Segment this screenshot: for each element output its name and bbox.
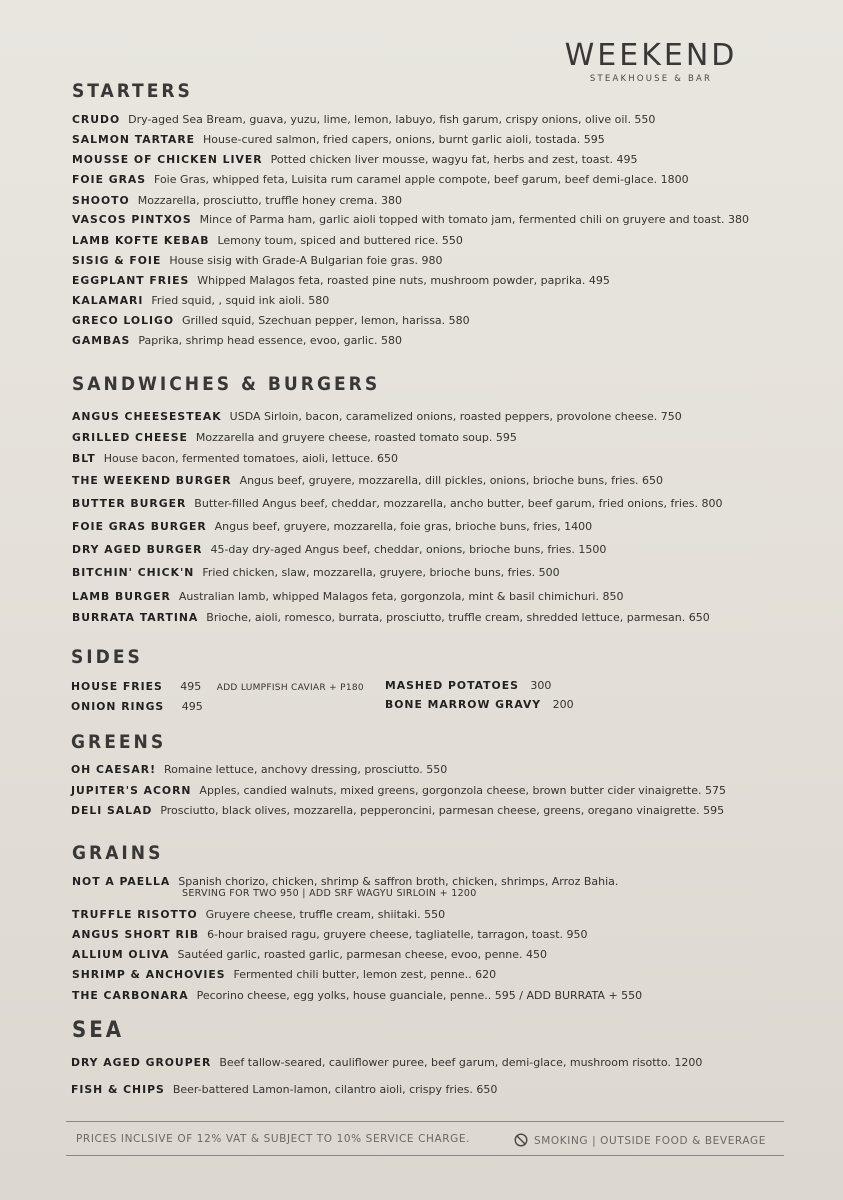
item-description: Potted chicken liver mousse, wagyu fat, herbs and zest, toast. 495 (270, 153, 638, 166)
item-description: Foie Gras, whipped feta, Luisita rum caramel apple compote, beef garum, beef demi-glace. 1800 (154, 173, 689, 186)
no-symbol-icon (514, 1133, 528, 1147)
footer-divider-top (66, 1121, 784, 1122)
item-name: FISH & CHIPS (71, 1083, 165, 1096)
item-description: Mozzarella, prosciutto, truffle honey crema. 380 (137, 194, 402, 207)
item-name: SHRIMP & ANCHOVIES (72, 968, 226, 981)
menu-item (72, 213, 749, 226)
item-description: Prosciutto, black olives, mozzarella, pepperoncini, parmesan cheese, greens, oregano vinaigrette. 595 (160, 804, 725, 817)
item-description: Dry-aged Sea Bream, guava, yuzu, lime, lemon, labuyo, fish garum, crispy onions, olive oil. 550 (128, 113, 656, 126)
menu-item (72, 989, 642, 1002)
section-title-sandwiches: SANDWICHES & BURGERS (72, 373, 381, 395)
menu-item (72, 294, 329, 307)
menu-item (72, 173, 689, 186)
menu-item (72, 274, 610, 287)
menu-item (72, 153, 638, 166)
footer-policy (514, 1133, 766, 1147)
section-title-starters: STARTERS (72, 80, 193, 102)
item-price: 495 (181, 700, 203, 713)
item-name: BONE MARROW GRAVY (385, 698, 542, 711)
item-description: Grilled squid, Szechuan pepper, lemon, harissa. 580 (182, 314, 470, 327)
item-name: BURRATA TARTINA (72, 611, 199, 624)
menu-item (72, 566, 560, 579)
item-description: Gruyere cheese, truffle cream, shiitaki. 550 (205, 908, 446, 921)
menu-item (72, 133, 605, 146)
menu-item (72, 113, 655, 126)
restaurant-logo (551, 40, 751, 84)
menu-item (72, 334, 402, 347)
menu-item (72, 194, 402, 207)
item-name: KALAMARI (72, 294, 144, 307)
menu-item (71, 700, 203, 713)
item-description: Angus beef, gruyere, mozzarella, dill pickles, onions, brioche buns, fries. 650 (239, 474, 664, 487)
menu-item (72, 875, 618, 888)
item-description: Sautéed garlic, roasted garlic, parmesan cheese, evoo, penne. 450 (177, 948, 548, 961)
menu-item (71, 784, 726, 797)
item-name: GRECO LOLIGO (72, 314, 175, 327)
menu-item (72, 908, 445, 921)
item-name: DRY AGED GROUPER (71, 1056, 212, 1069)
item-name: LAMB BURGER (72, 590, 171, 603)
item-name: THE WEEKEND BURGER (72, 474, 232, 487)
menu-item (72, 410, 682, 423)
item-name: ONION RINGS (71, 700, 165, 713)
item-description: House bacon, fermented tomatoes, aioli, lettuce. 650 (103, 452, 398, 465)
paella-serving-note: SERVING FOR TWO 950 | ADD SRF WAGYU SIRLOIN + 1200 (182, 888, 477, 899)
item-name: BITCHIN' CHICK'N (72, 566, 195, 579)
item-description: House sisig with Grade-A Bulgarian foie gras. 980 (169, 254, 443, 267)
menu-item (72, 497, 722, 510)
item-name: BUTTER BURGER (72, 497, 187, 510)
section-title-greens: GREENS (71, 731, 167, 753)
menu-item (72, 520, 592, 533)
item-price: 495 (180, 680, 202, 693)
item-name: MOUSSE OF CHICKEN LIVER (72, 153, 263, 166)
item-name: ALLIUM OLIVA (72, 948, 170, 961)
item-name: THE CARBONARA (72, 989, 189, 1002)
item-description: USDA Sirloin, bacon, caramelized onions, roasted peppers, provolone cheese. 750 (229, 410, 682, 423)
footer-divider-bottom (66, 1155, 784, 1156)
item-description: Romaine lettuce, anchovy dressing, prosciutto. 550 (164, 763, 448, 776)
item-description: Pecorino cheese, egg yolks, house guanciale, penne.. 595 / ADD BURRATA + 550 (196, 989, 643, 1002)
menu-item (72, 234, 463, 247)
item-name: FOIE GRAS (72, 173, 147, 186)
item-name: VASCOS PINTXOS (72, 213, 192, 226)
item-name: ANGUS CHEESESTEAK (72, 410, 222, 423)
menu-item (71, 1083, 497, 1096)
item-price: 300 (530, 679, 552, 692)
menu-item (72, 948, 547, 961)
menu-item (72, 590, 623, 603)
item-description: Mozzarella and gruyere cheese, roasted tomato soup. 595 (195, 431, 517, 444)
item-description: Butter-filled Angus beef, cheddar, mozzarella, ancho butter, beef garum, fried onions, fries. 800 (194, 497, 723, 510)
item-description: Whipped Malagos feta, roasted pine nuts, mushroom powder, paprika. 495 (197, 274, 610, 287)
item-description: Beer-battered Lamon-lamon, cilantro aioli, crispy fries. 650 (172, 1083, 498, 1096)
menu-item (72, 314, 470, 327)
item-name: SALMON TARTARE (72, 133, 196, 146)
logo-name: WEEKEND (564, 38, 738, 73)
item-name: SISIG & FOIE (72, 254, 162, 267)
menu-item (385, 698, 574, 711)
item-price: 200 (552, 698, 574, 711)
item-description: Fermented chili butter, lemon zest, penne.. 620 (233, 968, 497, 981)
item-name: FOIE GRAS BURGER (72, 520, 207, 533)
item-description: House-cured salmon, fried capers, onions, burnt garlic aioli, tostada. 595 (203, 133, 605, 146)
item-name: DRY AGED BURGER (72, 543, 203, 556)
logo-tagline: STEAKHOUSE & BAR (589, 74, 713, 84)
item-name: CRUDO (72, 113, 121, 126)
item-description: Mince of Parma ham, garlic aioli topped with tomato jam, fermented chili on gruyere and toast. 380 (199, 213, 749, 226)
item-description: 6-hour braised ragu, gruyere cheese, tagliatelle, tarragon, toast. 950 (207, 928, 588, 941)
menu-item (72, 254, 442, 267)
item-name: TRUFFLE RISOTTO (72, 908, 198, 921)
menu-item (71, 1056, 702, 1069)
section-title-grains: GRAINS (72, 842, 164, 864)
item-name: GAMBAS (72, 334, 131, 347)
menu-item (72, 928, 588, 941)
item-description: Paprika, shrimp head essence, evoo, garlic. 580 (138, 334, 403, 347)
item-name: MASHED POTATOES (385, 679, 519, 692)
footer-tax-note: PRICES INCLSIVE OF 12% VAT & SUBJECT TO 10% SERVICE CHARGE. (76, 1133, 471, 1145)
menu-item (72, 474, 663, 487)
item-description: Apples, candied walnuts, mixed greens, gorgonzola cheese, brown butter cider vinaigrette. 575 (199, 784, 726, 797)
section-title-sea: SEA (72, 1018, 125, 1043)
item-name: LAMB KOFTE KEBAB (72, 234, 210, 247)
section-title-sides: SIDES (71, 646, 143, 668)
item-name: HOUSE FRIES (71, 680, 163, 693)
footer-policy-text: SMOKING | OUTSIDE FOOD & BEVERAGE (534, 1135, 766, 1147)
item-name: JUPITER'S ACORN (71, 784, 192, 797)
item-description: Angus beef, gruyere, mozzarella, foie gras, brioche buns, fries, 1400 (214, 520, 593, 533)
item-name: SHOOTO (72, 194, 130, 207)
item-description: 45-day dry-aged Angus beef, cheddar, onions, brioche buns, fries. 1500 (210, 543, 607, 556)
item-name: OH CAESAR! (71, 763, 156, 776)
item-name: GRILLED CHEESE (72, 431, 188, 444)
menu-item (72, 968, 496, 981)
menu-item (71, 804, 724, 817)
menu-item (72, 611, 710, 624)
item-name: NOT A PAELLA (72, 875, 171, 888)
menu-item (72, 543, 606, 556)
item-name: ANGUS SHORT RIB (72, 928, 200, 941)
item-name: EGGPLANT FRIES (72, 274, 190, 287)
item-description: Australian lamb, whipped Malagos feta, gorgonzola, mint & basil chimichuri. 850 (178, 590, 624, 603)
item-description: Brioche, aioli, romesco, burrata, prosciutto, truffle cream, shredded lettuce, parmesan. 650 (206, 611, 710, 624)
menu-item (71, 680, 364, 693)
item-description: Lemony toum, spiced and buttered rice. 550 (217, 234, 463, 247)
menu-item (72, 452, 398, 465)
item-description: Fried squid, , squid ink aioli. 580 (151, 294, 330, 307)
item-name: BLT (72, 452, 96, 465)
item-description: Fried chicken, slaw, mozzarella, gruyere, brioche buns, fries. 500 (202, 566, 560, 579)
menu-item (72, 431, 517, 444)
item-note: ADD LUMPFISH CAVIAR + P180 (216, 683, 364, 693)
item-description: Beef tallow-seared, cauliflower puree, beef garum, demi-glace, mushroom risotto. 1200 (219, 1056, 703, 1069)
menu-item (385, 679, 551, 692)
item-description: Spanish chorizo, chicken, shrimp & saffron broth, chicken, shrimps, Arroz Bahia. (178, 875, 619, 888)
menu-item (71, 763, 447, 776)
item-name: DELI SALAD (71, 804, 153, 817)
